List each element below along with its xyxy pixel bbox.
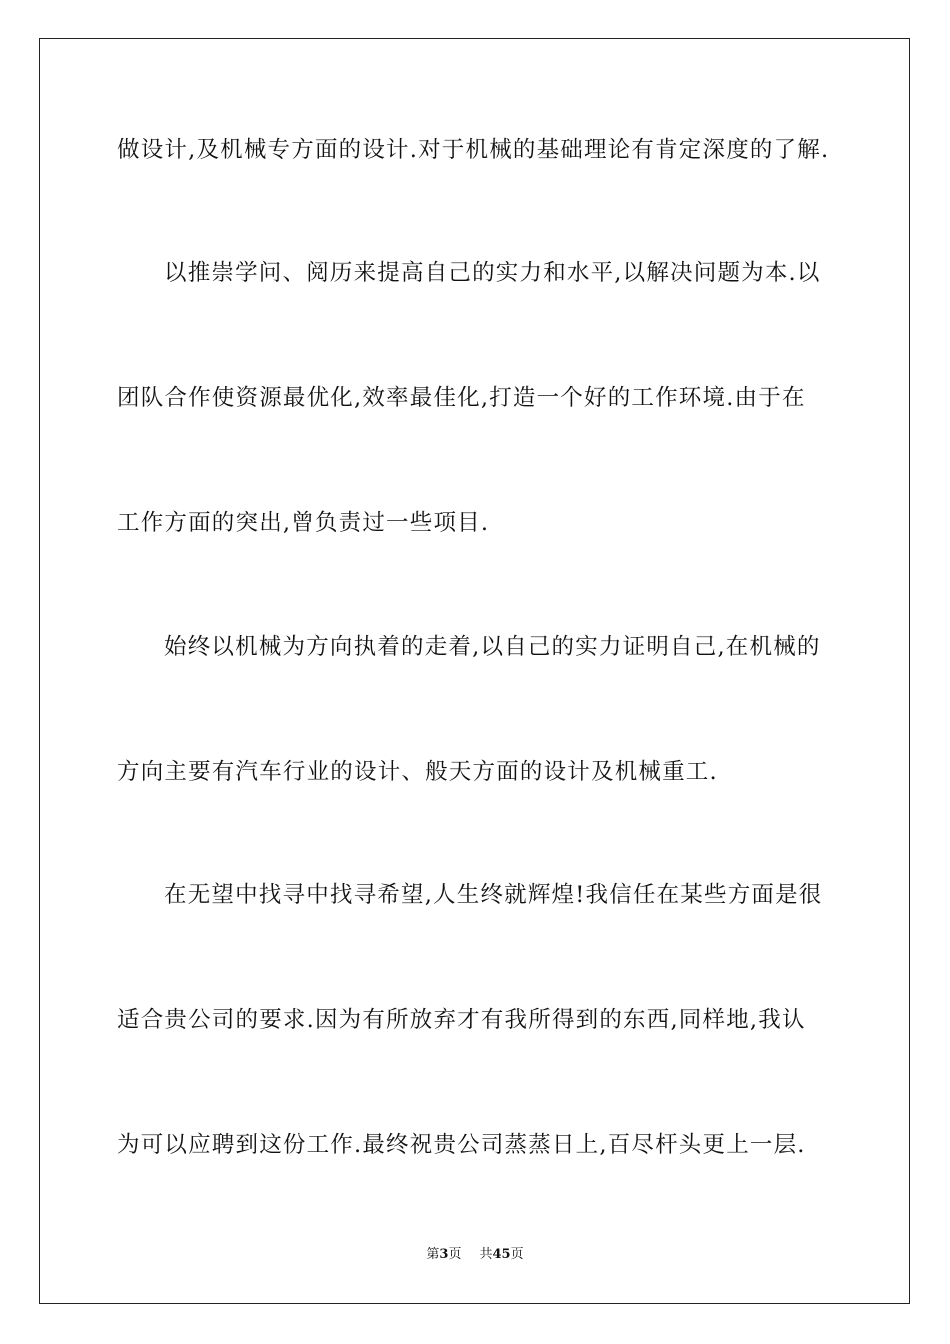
body-line-9: 为可以应聘到这份工作.最终祝贵公司蒸蒸日上,百尽杆头更上一层.	[117, 1132, 806, 1158]
page-footer	[0, 1247, 950, 1263]
page-prefix: 第	[426, 1247, 440, 1262]
body-line-7: 在无望中找寻中找寻希望,人生终就辉煌!我信任在某些方面是很	[164, 882, 823, 908]
body-line-1: 做设计,及机械专方面的设计.对于机械的基础理论有肯定深度的了解.	[117, 137, 830, 163]
page-border	[39, 38, 910, 1304]
total-suffix: 页	[510, 1247, 524, 1262]
body-line-3: 团队合作使资源最优化,效率最佳化,打造一个好的工作环境.由于在	[117, 385, 806, 411]
body-line-4: 工作方面的突出,曾负责过一些项目.	[117, 510, 490, 536]
page-suffix: 页	[448, 1247, 462, 1262]
total-prefix: 共	[479, 1247, 493, 1262]
total-pages: 45	[492, 1247, 511, 1262]
page-number: 3	[439, 1247, 449, 1262]
body-line-2: 以推崇学问、阅历来提高自己的实力和水平,以解决问题为本.以	[164, 260, 821, 286]
body-line-8: 适合贵公司的要求.因为有所放弃才有我所得到的东西,同样地,我认	[117, 1007, 806, 1033]
body-line-5: 始终以机械为方向执着的走着,以自己的实力证明自己,在机械的	[164, 634, 821, 660]
body-line-6: 方向主要有汽车行业的设计、般天方面的设计及机械重工.	[117, 759, 718, 785]
